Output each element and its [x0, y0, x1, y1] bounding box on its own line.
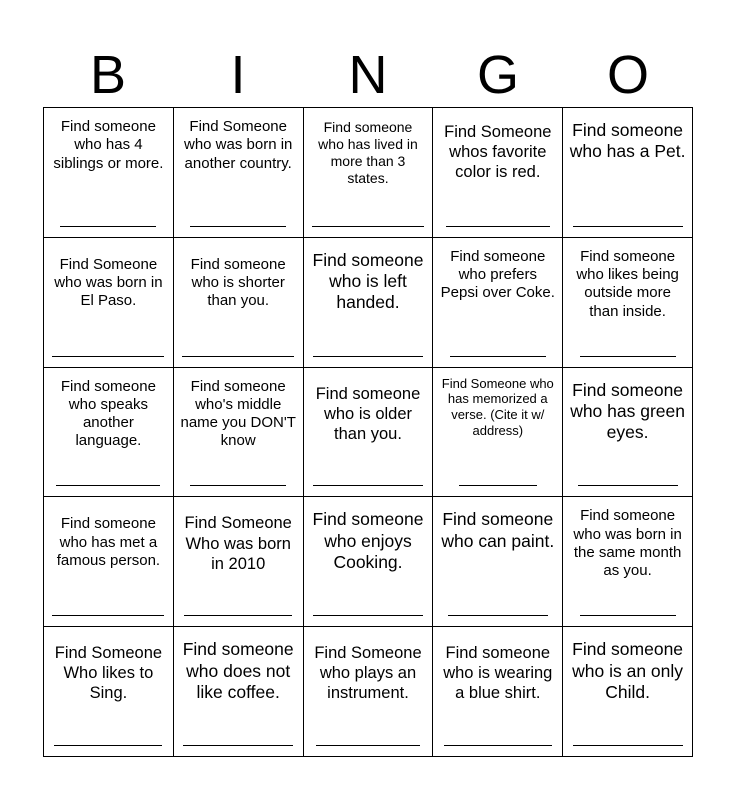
cell-prompt: Find someone who speaks another language. [60, 377, 156, 450]
cell-prompt: Find Someone who was born in El Paso. [54, 255, 163, 310]
header-letter-b: B [89, 45, 127, 105]
bingo-cell[interactable] [174, 497, 304, 627]
cell-prompt: Find Someone who was born in another country. [183, 118, 293, 172]
signature-line [578, 485, 678, 486]
signature-line [580, 356, 676, 357]
signature-line [459, 485, 537, 486]
cell-prompt: Find Someone Who was born in 2010 [184, 514, 292, 573]
bingo-cell[interactable] [563, 497, 693, 627]
signature-line [580, 615, 676, 616]
bingo-cell[interactable] [174, 238, 304, 368]
bingo-cell[interactable] [304, 497, 434, 627]
cell-prompt: Find someone who is shorter than you. [190, 255, 286, 310]
cell-prompt: Find Someone Who likes to Sing. [54, 644, 163, 703]
cell-prompt: Find someone who does not like coffee. [182, 639, 294, 702]
bingo-cell[interactable] [563, 368, 693, 498]
signature-line [52, 615, 164, 616]
signature-line [190, 485, 286, 486]
bingo-cell[interactable] [44, 108, 174, 238]
bingo-cell[interactable] [563, 627, 693, 757]
cell-prompt: Find someone who likes being outside more than inside. [576, 247, 679, 320]
signature-line [52, 356, 164, 357]
cell-prompt: Find someone who has a Pet. [569, 120, 686, 162]
signature-line [184, 615, 292, 616]
signature-line [313, 356, 423, 357]
cell-prompt: Find someone who has green eyes. [570, 379, 685, 443]
signature-line [312, 226, 424, 227]
signature-line [446, 226, 550, 227]
cell-prompt: Find Someone whos favorite color is red. [444, 123, 552, 182]
cell-prompt: Find someone who is left handed. [312, 249, 424, 313]
signature-line [56, 485, 160, 486]
bingo-cell[interactable] [563, 108, 693, 238]
header-letter-i: I [230, 45, 246, 105]
bingo-cell[interactable] [304, 627, 434, 757]
cell-prompt: Find someone who prefers Pepsi over Coke. [440, 247, 555, 302]
bingo-cell[interactable] [563, 238, 693, 368]
bingo-cell[interactable] [433, 108, 563, 238]
bingo-header [43, 44, 693, 106]
cell-prompt: Find someone who has lived in more than 3 states. [318, 119, 418, 187]
bingo-cell[interactable] [433, 497, 563, 627]
bingo-cell[interactable] [304, 108, 434, 238]
signature-line [313, 485, 423, 486]
cell-prompt: Find someone who can paint. [441, 509, 555, 551]
bingo-cell[interactable] [44, 627, 174, 757]
cell-prompt: Find someone who is an only Child. [572, 639, 684, 702]
header-letter-o: O [606, 45, 649, 105]
cell-prompt: Find someone who was born in the same month as you. [573, 507, 682, 580]
signature-line [448, 615, 548, 616]
bingo-cell[interactable] [44, 238, 174, 368]
header-letter-n: N [348, 45, 388, 105]
signature-line [60, 226, 156, 227]
cell-prompt: Find someone who has met a famous person. [56, 515, 161, 569]
bingo-cell[interactable] [304, 238, 434, 368]
bingo-cell[interactable] [44, 497, 174, 627]
cell-prompt: Find someone who is wearing a blue shirt. [443, 644, 553, 703]
signature-line [573, 745, 683, 746]
signature-line [573, 226, 683, 227]
bingo-cell[interactable] [174, 627, 304, 757]
cell-prompt: Find someone who is older than you. [315, 384, 421, 443]
bingo-cell[interactable] [174, 368, 304, 498]
bingo-cell[interactable] [44, 368, 174, 498]
bingo-cell[interactable] [174, 108, 304, 238]
bingo-cell[interactable] [433, 368, 563, 498]
cell-prompt: Find someone who enjoys Cooking. [312, 509, 424, 573]
signature-line [450, 356, 546, 357]
signature-line [183, 745, 293, 746]
bingo-cell[interactable] [304, 368, 434, 498]
signature-line [313, 615, 423, 616]
cell-prompt: Find someone who's middle name you DON'T know [180, 377, 296, 450]
cell-prompt: Find Someone who has memorized a verse. (Cite it w/ address) [441, 375, 554, 439]
signature-line [54, 745, 162, 746]
signature-line [444, 745, 552, 746]
bingo-cell[interactable] [433, 627, 563, 757]
signature-line [316, 745, 420, 746]
bingo-cell[interactable] [433, 238, 563, 368]
bingo-grid [43, 107, 693, 757]
header-letter-g: G [476, 45, 519, 105]
signature-line [190, 226, 286, 227]
cell-prompt: Find someone who has 4 siblings or more. [53, 118, 164, 172]
cell-prompt: Find Someone who plays an instrument. [314, 644, 422, 703]
signature-line [182, 356, 294, 357]
